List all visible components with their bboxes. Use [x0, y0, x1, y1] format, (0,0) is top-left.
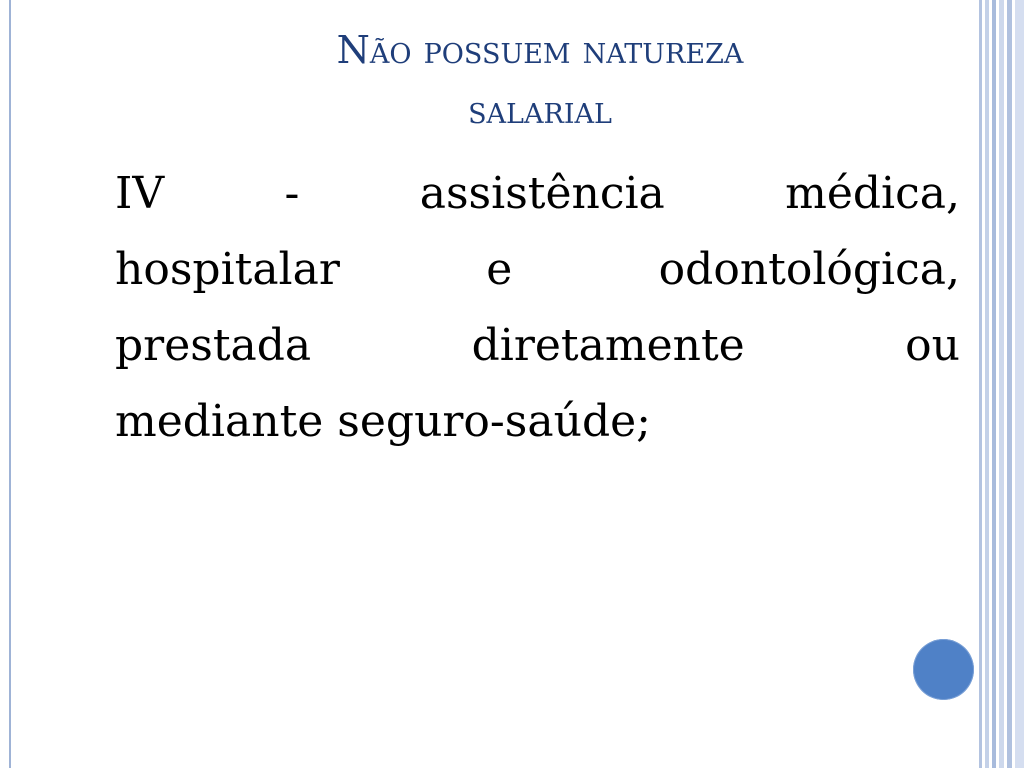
right-border-stripe [999, 0, 1004, 768]
left-border-rule [9, 0, 11, 768]
body-line-2: hospitalar e odontológica, [115, 244, 960, 295]
right-border-stripe [985, 0, 989, 768]
slide-title [120, 20, 960, 140]
body-line-1: IV - assistência médica, [115, 168, 960, 219]
body-line-3: prestada diretamente ou [115, 320, 960, 371]
slide-title-line-2: salarial [468, 88, 612, 132]
right-border-stripe [979, 0, 982, 768]
right-border-stripe [1007, 0, 1012, 768]
body-line-4: mediante seguro-saúde; [115, 396, 651, 447]
decorative-circle-icon [913, 639, 974, 700]
slide-title-line-1: Não possuem natureza [336, 28, 744, 72]
right-border-stripe [1015, 0, 1024, 768]
slide-body [115, 156, 960, 460]
right-border-stripe [992, 0, 996, 768]
